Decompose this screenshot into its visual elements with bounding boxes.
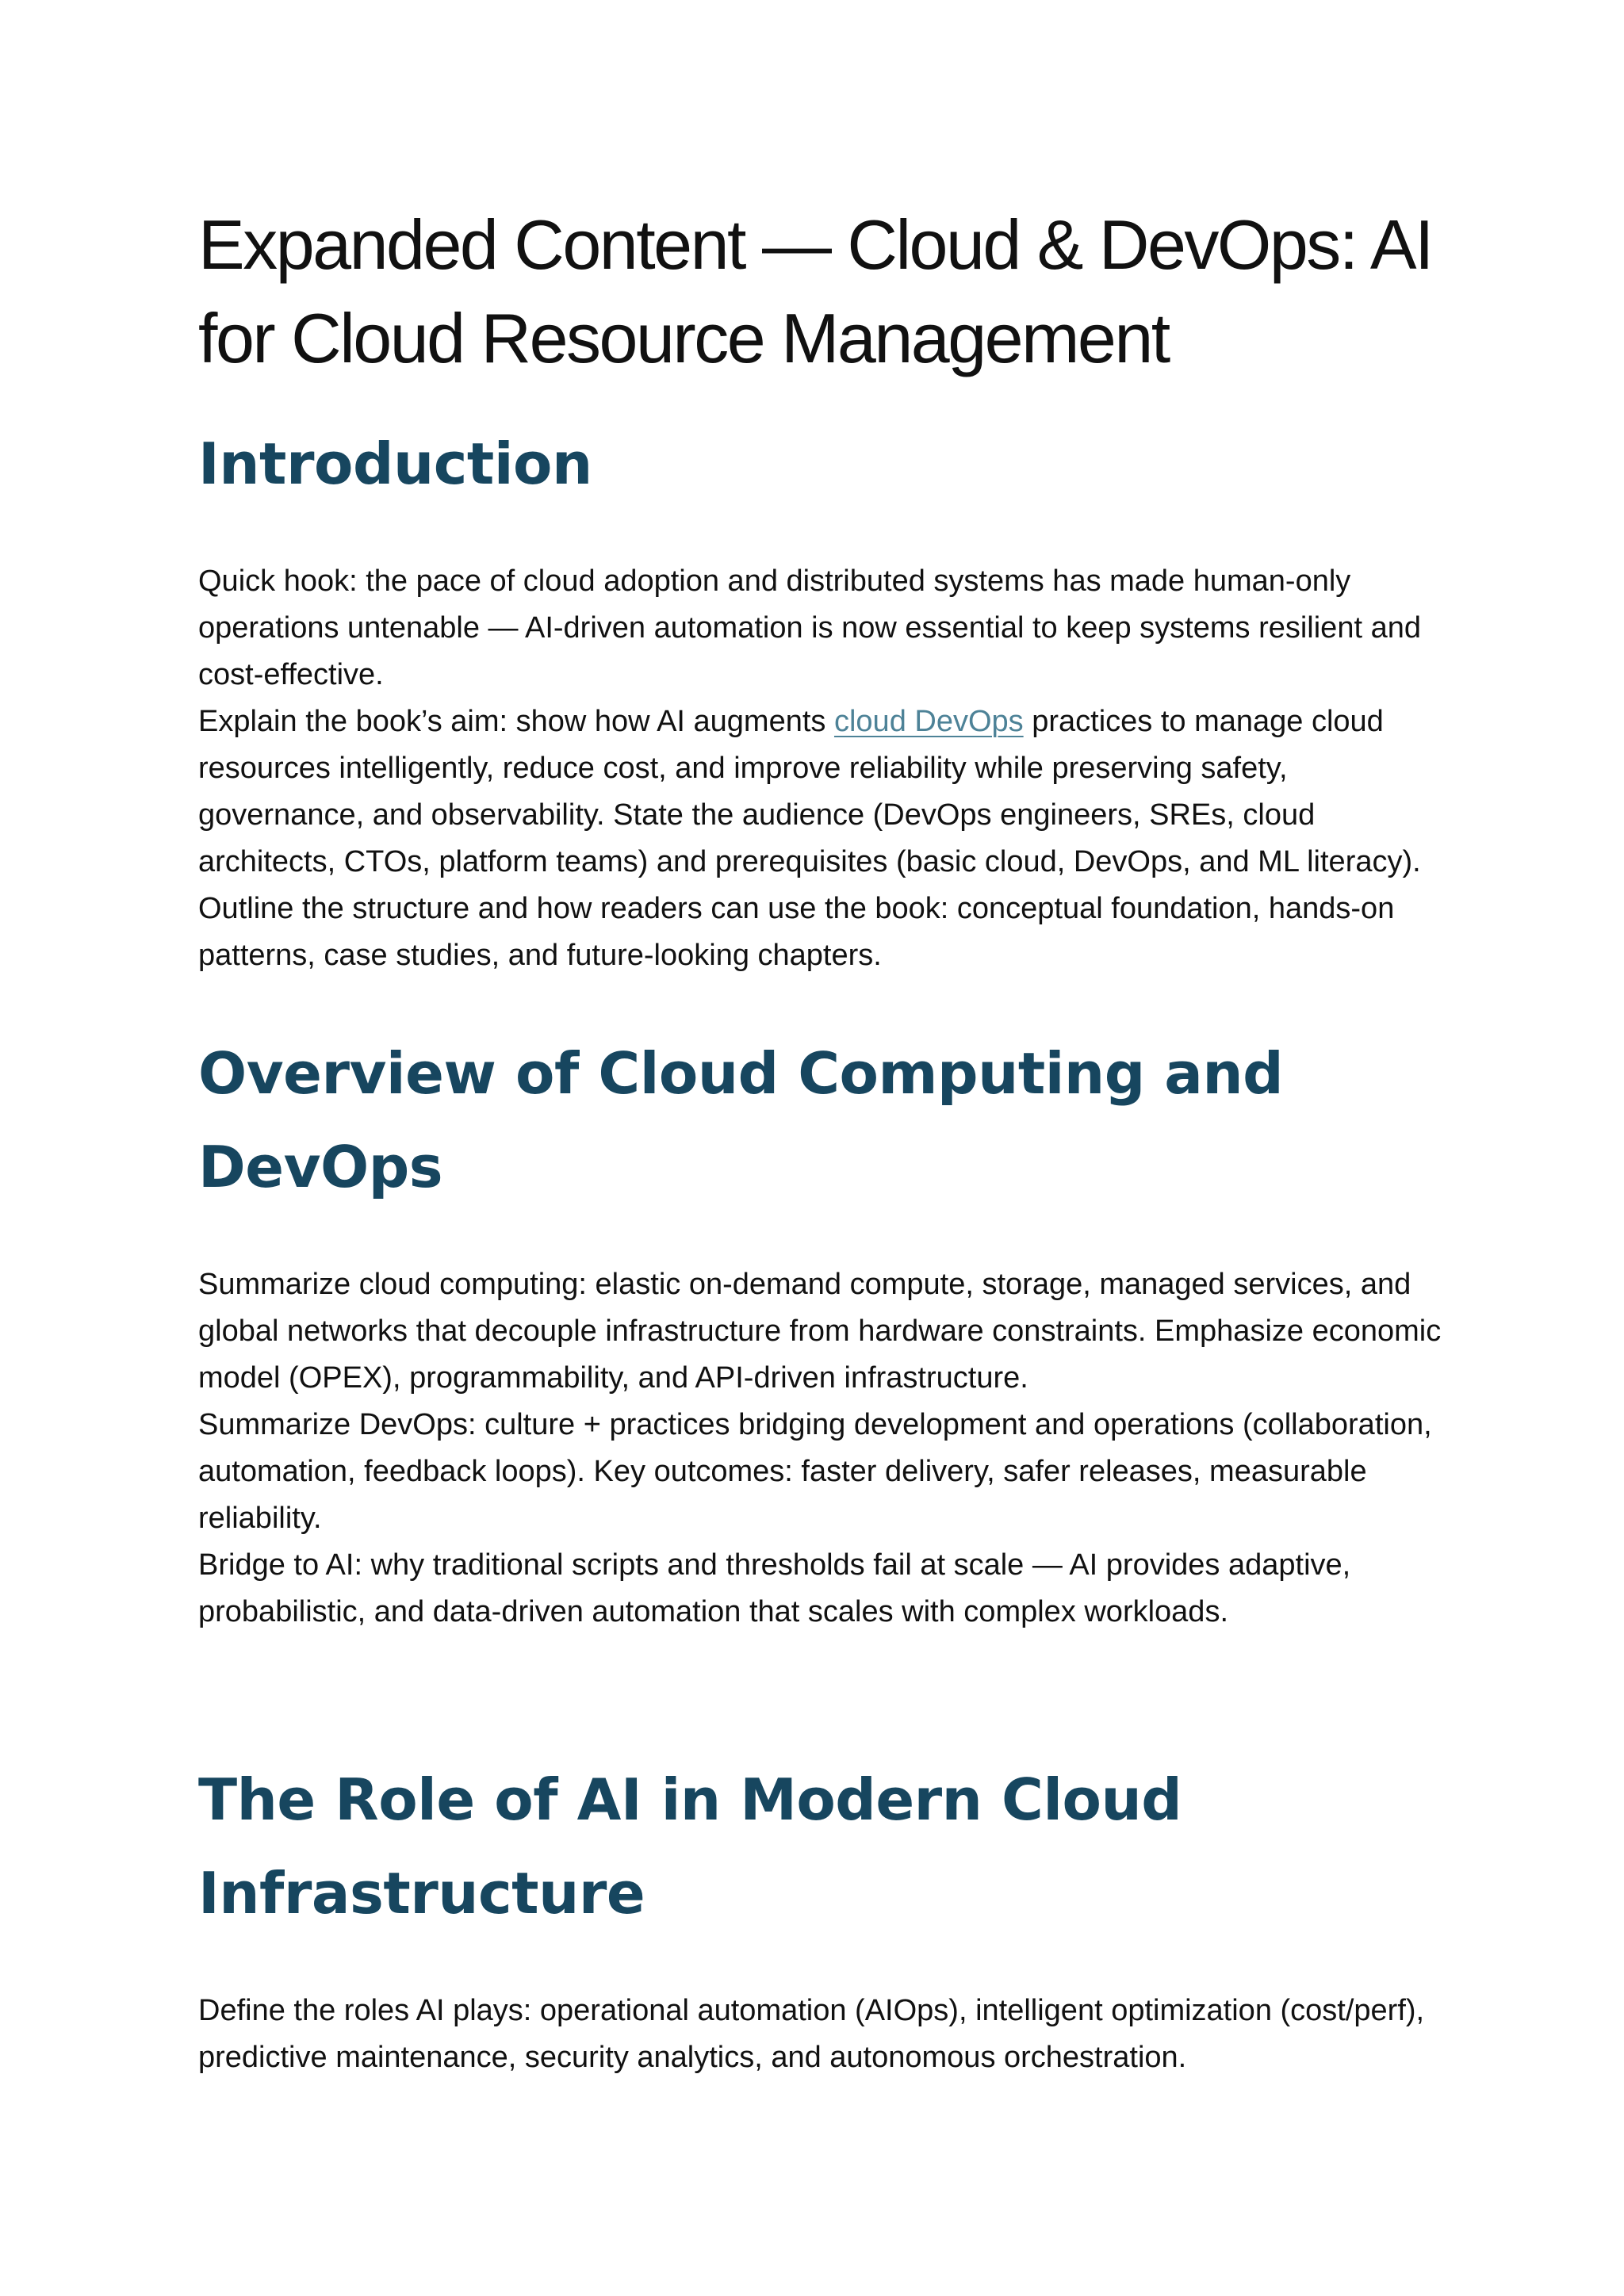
document-title: Expanded Content — Cloud & DevOps: AI for Cloud Resource Management: [198, 205, 1432, 377]
overview-devops-summary: Summarize DevOps: culture + practices bridging development and operations (collaboration, automation, feedback loops). Key outcomes: faster delivery, safer releases, measurable reliability.: [198, 1408, 1432, 1535]
document-page: [198, 198, 1451, 2081]
heading-introduction: Introduction: [198, 430, 592, 497]
introduction-aim: [198, 698, 1451, 979]
role-of-ai-definition: Define the roles AI plays: operational automation (AIOps), intelligent optimization (cost/perf), predictive maintenance, security analytics, and autonomous orchestration.: [198, 1994, 1425, 2074]
overview-cloud-summary: Summarize cloud computing: elastic on-demand compute, storage, managed services, and global networks that decouple infrastructure from hardware constraints. Emphasize economic model (OPEX), programmability, and API-driven infrastructure.: [198, 1268, 1442, 1395]
introduction-body: [198, 558, 1451, 979]
overview-body: [198, 1261, 1451, 1636]
introduction-aim-text: Explain the book’s aim: show how AI augments: [198, 705, 834, 738]
heading-role-of-ai: The Role of AI in Modern Cloud Infrastructure: [198, 1766, 1182, 1927]
cloud-devops-link[interactable]: cloud DevOps: [833, 705, 1024, 738]
heading-overview: Overview of Cloud Computing and DevOps: [198, 1040, 1284, 1200]
introduction-hook: Quick hook: the pace of cloud adoption and distributed systems has made human-only operations untenable — AI-driven automation is now essential to keep systems resilient and cost-effective.: [198, 564, 1421, 691]
introduction-aim-continued: practices to manage cloud resources intelligently, reduce cost, and improve reliability while preserving safety, governance, and observability. State the audience (DevOps engineers, SREs, cloud architects, CTOs, platform teams) and prerequisites (basic cloud, DevOps, and ML literacy). Outline the structure and how readers can use the book: conceptual foundation, hands-on patterns, case studies, and future-looking chapters.: [198, 705, 1421, 972]
role-of-ai-body: [198, 1988, 1451, 2081]
overview-bridge-to-ai: Bridge to AI: why traditional scripts and thresholds fail at scale — AI provides adaptive, probabilistic, and data-driven automation that scales with complex workloads.: [198, 1548, 1351, 1628]
